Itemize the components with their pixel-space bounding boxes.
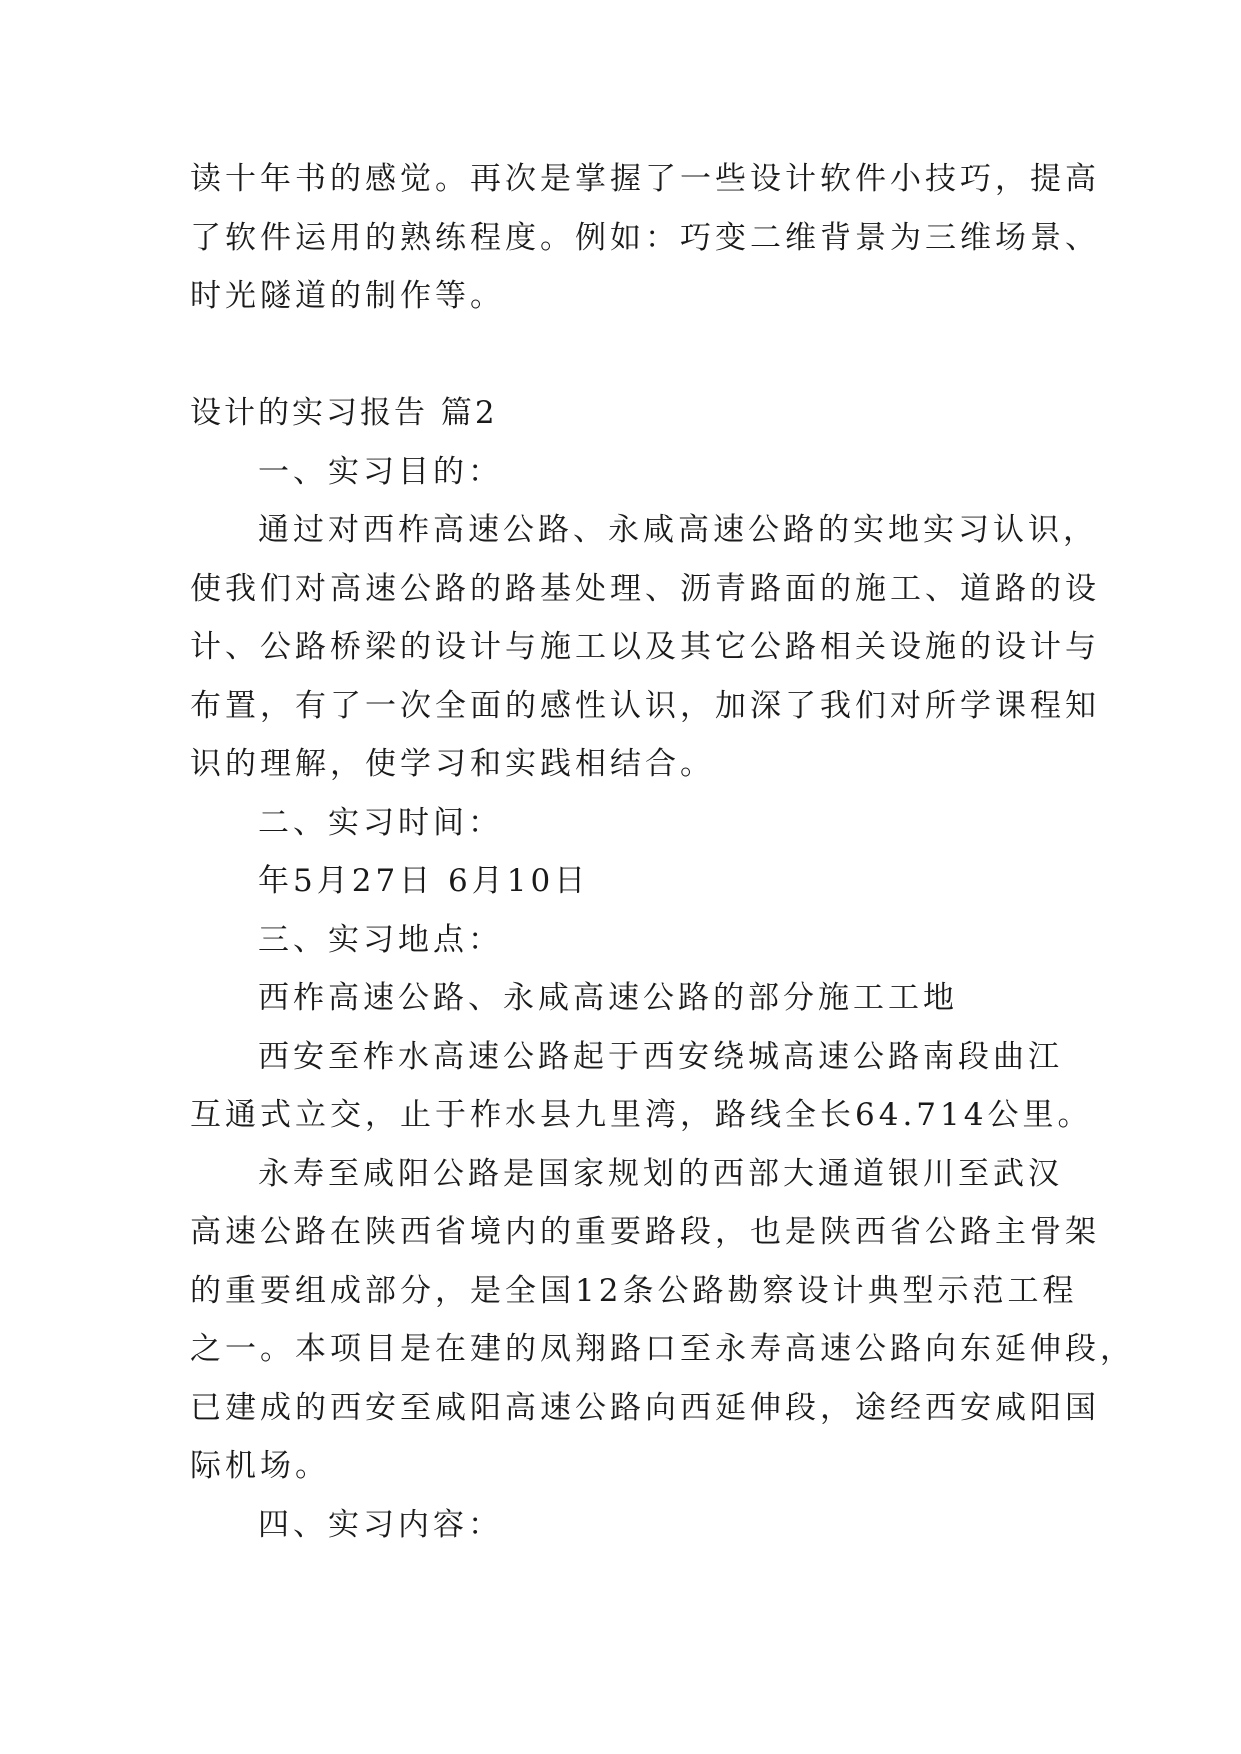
purpose-line-2: 使我们对高速公路的路基处理、沥青路面的施工、道路的设 xyxy=(190,570,1100,607)
location-para2-line-4: 之一。本项目是在建的凤翔路口至永寿高速公路向东延伸段， xyxy=(190,1331,1135,1367)
document-body xyxy=(190,150,1135,1554)
intro-line-1: 读十年书的感觉。再次是掌握了一些设计软件小技巧，提高 xyxy=(190,161,1100,197)
time-value: 年5月27日 6月10日 xyxy=(258,863,590,899)
purpose-line-1: 通过对西柞高速公路、永咸高速公路的实地实习认识， xyxy=(258,512,1098,548)
location-heading: 三、实习地点： xyxy=(258,921,503,958)
section-title: 设计的实习报告 篇2 xyxy=(190,395,498,431)
purpose-heading: 一、实习目的： xyxy=(258,453,503,490)
intro-line-3: 时光隧道的制作等。 xyxy=(190,278,505,314)
content-heading: 四、实习内容： xyxy=(258,1506,503,1543)
location-para2-line-2: 高速公路在陕西省境内的重要路段，也是陕西省公路主骨架 xyxy=(190,1214,1100,1250)
purpose-line-4: 布置，有了一次全面的感性认识，加深了我们对所学课程知 xyxy=(190,687,1100,724)
location-value: 西柞高速公路、永咸高速公路的部分施工工地 xyxy=(258,980,958,1016)
location-para2-line-1: 永寿至咸阳公路是国家规划的西部大通道银川至武汉 xyxy=(258,1155,1063,1192)
location-para2-line-5: 已建成的西安至咸阳高速公路向西延伸段，途经西安咸阳国 xyxy=(190,1389,1100,1426)
location-para1-line-2: 互通式立交，止于柞水县九里湾，路线全长64.714公里。 xyxy=(190,1097,1093,1133)
location-para2-line-6: 际机场。 xyxy=(190,1448,330,1484)
intro-line-2: 了软件运用的熟练程度。例如：巧变二维背景为三维场景、 xyxy=(190,219,1100,256)
purpose-line-3: 计、公路桥梁的设计与施工以及其它公路相关设施的设计与 xyxy=(190,629,1100,665)
location-para1-line-1: 西安至柞水高速公路起于西安绕城高速公路南段曲江 xyxy=(258,1038,1063,1075)
section-spacer xyxy=(190,326,1070,385)
purpose-line-5: 识的理解，使学习和实践相结合。 xyxy=(190,746,715,782)
location-para2-line-3: 的重要组成部分，是全国12条公路勘察设计典型示范工程 xyxy=(190,1272,1078,1309)
time-heading: 二、实习时间： xyxy=(258,804,503,841)
